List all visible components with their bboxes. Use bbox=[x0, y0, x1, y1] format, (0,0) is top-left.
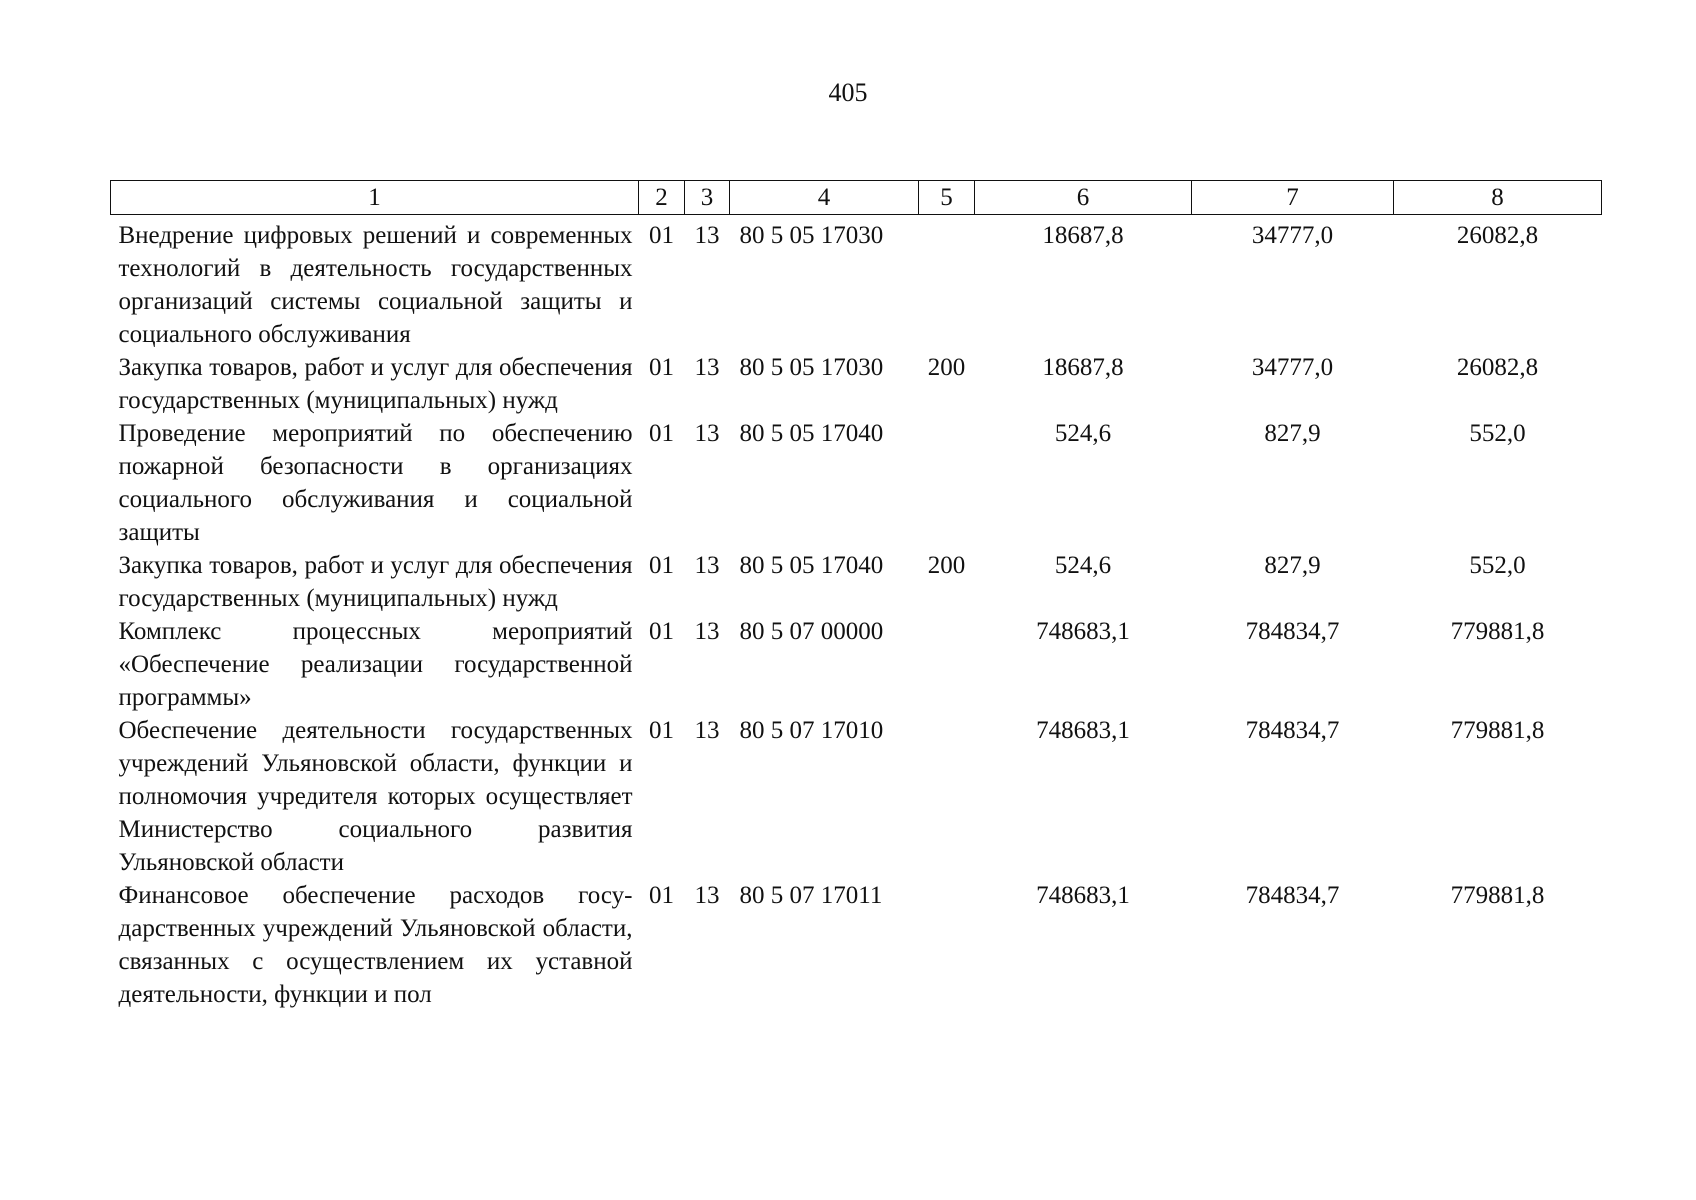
row-name: Комплекс процессных мероприятий «Обеспечение реализации государственной программы» bbox=[118, 618, 633, 711]
header-col-4: 4 bbox=[730, 181, 919, 215]
row-amount-6: 748683,1 bbox=[1036, 618, 1130, 645]
row-expense-type: 200 bbox=[927, 552, 966, 579]
row-expense-type bbox=[919, 417, 975, 549]
row-subsection: 13 bbox=[694, 420, 720, 447]
row-section: 01 bbox=[649, 354, 674, 381]
row-target-code: 80 5 07 00000 bbox=[739, 618, 884, 645]
row-expense-type bbox=[919, 714, 975, 879]
row-amount-8: 779881,8 bbox=[1450, 618, 1545, 645]
row-name: Обеспечение деятельности государственных учреждений Ульяновской области, функции и полномочия учредителя которых осуществляет Министерство социального развития Ульяновской области bbox=[118, 717, 633, 876]
row-name: Внедрение цифровых решений и современных технологий в деятельность государственных организаций системы социальной защиты и социального обслуживания bbox=[118, 222, 633, 348]
row-name: Закупка товаров, работ и услуг для обеспечения государственных (муниципальных) нужд bbox=[118, 354, 633, 414]
row-amount-6: 524,6 bbox=[1054, 552, 1112, 579]
budget-table bbox=[110, 180, 1602, 1011]
row-expense-type bbox=[919, 615, 975, 714]
row-subsection: 13 bbox=[694, 882, 720, 909]
header-col-8: 8 bbox=[1394, 181, 1602, 215]
table-row bbox=[111, 417, 1602, 549]
table-row bbox=[111, 215, 1602, 352]
row-section: 01 bbox=[649, 717, 674, 744]
row-amount-6: 524,6 bbox=[1054, 420, 1112, 447]
row-section: 01 bbox=[649, 222, 674, 249]
page-number: 405 bbox=[828, 78, 868, 107]
row-target-code: 80 5 05 17040 bbox=[739, 552, 884, 579]
row-target-code: 80 5 05 17040 bbox=[739, 420, 884, 447]
header-col-7: 7 bbox=[1192, 181, 1394, 215]
header-col-5: 5 bbox=[919, 181, 975, 215]
row-section: 01 bbox=[649, 420, 674, 447]
row-target-code: 80 5 07 17010 bbox=[739, 717, 884, 744]
row-amount-6: 748683,1 bbox=[1036, 882, 1130, 909]
row-amount-7: 827,9 bbox=[1264, 420, 1321, 447]
row-expense-type bbox=[919, 215, 975, 352]
row-target-code: 80 5 05 17030 bbox=[739, 354, 884, 381]
row-name: Закупка товаров, работ и услуг для обеспечения государственных (муниципальных) нужд bbox=[118, 552, 633, 612]
row-subsection: 13 bbox=[694, 354, 720, 381]
row-amount-8: 779881,8 bbox=[1450, 717, 1545, 744]
row-amount-8: 779881,8 bbox=[1450, 882, 1545, 909]
header-col-1: 1 bbox=[111, 181, 639, 215]
row-name: Проведение мероприятий по обеспечению пожарной безопасности в организациях социального обслуживания и социальной защиты bbox=[118, 420, 633, 546]
row-amount-8: 26082,8 bbox=[1456, 222, 1539, 249]
header-col-3: 3 bbox=[685, 181, 730, 215]
row-subsection: 13 bbox=[694, 717, 720, 744]
table-row bbox=[111, 615, 1602, 714]
table-row bbox=[111, 549, 1602, 615]
row-subsection: 13 bbox=[694, 618, 720, 645]
row-section: 01 bbox=[649, 618, 674, 645]
row-expense-type bbox=[919, 879, 975, 1011]
header-col-6: 6 bbox=[975, 181, 1192, 215]
row-amount-7: 784834,7 bbox=[1245, 882, 1340, 909]
row-amount-7: 34777,0 bbox=[1251, 222, 1334, 249]
row-subsection: 13 bbox=[694, 222, 720, 249]
row-amount-7: 827,9 bbox=[1264, 552, 1321, 579]
row-target-code: 80 5 07 17011 bbox=[739, 882, 883, 909]
row-expense-type: 200 bbox=[927, 354, 966, 381]
table-row bbox=[111, 879, 1602, 1011]
table-body bbox=[111, 215, 1602, 1012]
header-col-2: 2 bbox=[639, 181, 685, 215]
row-amount-8: 552,0 bbox=[1469, 552, 1526, 579]
row-name: Финансовое обеспечение расходов государственных учреждений Ульяновской области, связанных с осуществлением их уставной деятельности, функции и пол bbox=[118, 882, 633, 1008]
row-amount-8: 552,0 bbox=[1469, 420, 1526, 447]
row-amount-8: 26082,8 bbox=[1456, 354, 1539, 381]
table-row bbox=[111, 351, 1602, 417]
header-row bbox=[111, 181, 1602, 215]
row-section: 01 bbox=[649, 882, 674, 909]
row-section: 01 bbox=[649, 552, 674, 579]
row-amount-6: 18687,8 bbox=[1042, 354, 1124, 381]
row-amount-7: 784834,7 bbox=[1245, 618, 1340, 645]
row-amount-7: 784834,7 bbox=[1245, 717, 1340, 744]
row-amount-6: 18687,8 bbox=[1042, 222, 1124, 249]
table-header bbox=[111, 181, 1602, 215]
row-target-code: 80 5 05 17030 bbox=[739, 222, 884, 249]
row-subsection: 13 bbox=[694, 552, 720, 579]
row-amount-7: 34777,0 bbox=[1251, 354, 1334, 381]
table-row bbox=[111, 714, 1602, 879]
row-amount-6: 748683,1 bbox=[1036, 717, 1130, 744]
